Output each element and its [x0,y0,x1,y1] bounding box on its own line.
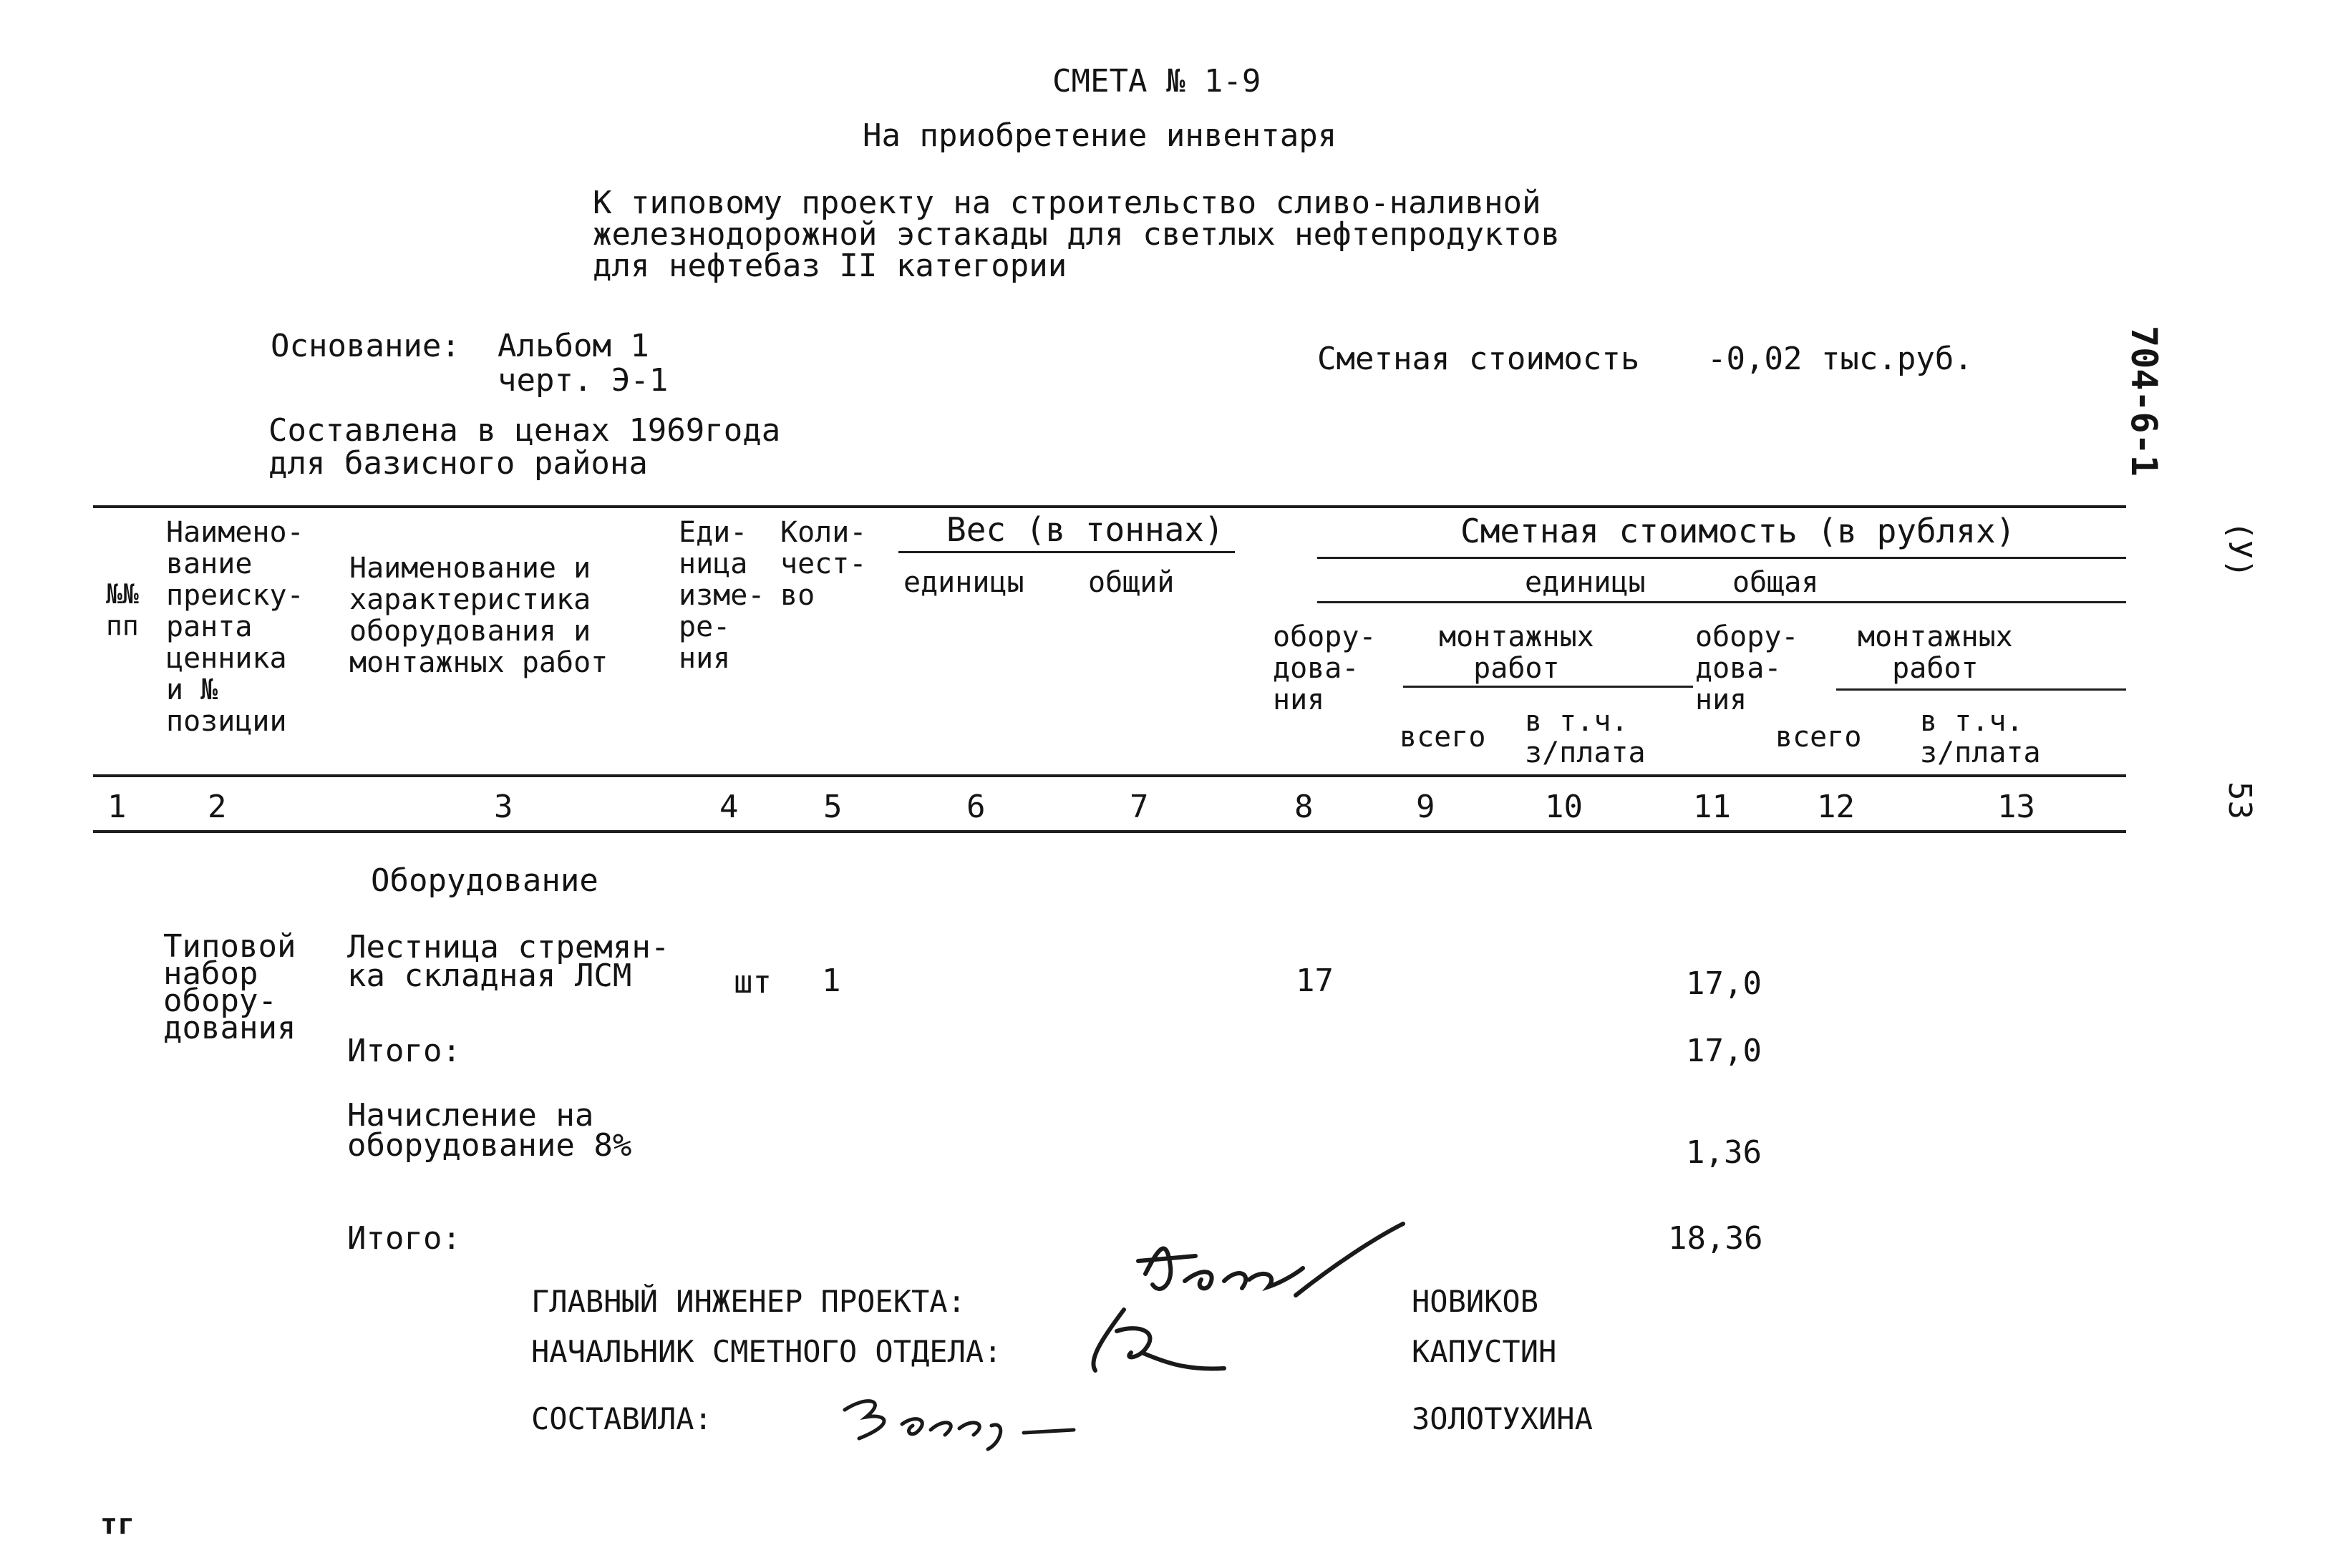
column-number: 10 [1545,789,1583,825]
signature-role: НАЧАЛЬНИК СМЕТНОГО ОТДЕЛА: [531,1334,1002,1369]
margin-code: 704-6-1 [2123,326,2165,477]
col-header-quantity: Коли- чест- во [780,516,867,612]
project-line: К типовому проекту на строительство сливо-наливной [593,185,1541,221]
signature-role: ГЛАВНЫЙ ИНЖЕНЕР ПРОЕКТА: [531,1284,966,1319]
cost-subheader-rule [1317,601,2126,603]
signature-role: СОСТАВИЛА: [531,1401,712,1436]
cost-unit-header: единицы [1525,566,1646,599]
column-number: 7 [1130,789,1149,825]
row-total-equipment: 17,0 [1686,965,1762,1002]
row-name: Лестница стремян- ка складная ЛСМ [347,929,670,994]
basis-label: Основание: [271,328,460,364]
estimate-head-signature [1074,1302,1260,1381]
table-top-rule [93,505,2126,508]
column-number: 5 [823,789,843,825]
basis-album: Альбом 1 [498,328,649,364]
subtotal-value: 17,0 [1686,1033,1762,1069]
surcharge-label: Начисление на оборудование 8% [347,1097,632,1164]
signature-name: КАПУСТИН [1412,1334,1557,1369]
margin-page: 53 [2221,781,2258,819]
column-number: 9 [1416,789,1435,825]
col-header-total-install-total: всего [1775,721,1862,754]
cost-group-header: Сметная стоимость (в рублях) [1460,512,2016,550]
col-header-description: Наименование и характеристика оборудования и монтажных работ [349,552,608,679]
col-header-unit: Еди- ница изме- ре- ния [679,516,765,675]
row-unit-equipment-price: 17 [1296,963,1334,999]
surcharge-value: 1,36 [1686,1134,1762,1171]
install-rule-1 [1403,686,1693,688]
document-title: СМЕТА № 1-9 [1052,63,1261,99]
weight-total-header: общий [1088,566,1175,599]
signature-name: НОВИКОВ [1412,1284,1539,1319]
column-number: 6 [966,789,986,825]
footer-mark: тг [100,1508,135,1541]
col-header-unit-install-wages: в т.ч. з/плата [1525,705,1646,769]
subtotal-label: Итого: [347,1033,461,1069]
compiler-signature [838,1381,1095,1460]
row-quantity: 1 [822,963,841,999]
total-label: Итого: [347,1220,461,1257]
col-header-number: №№ пп [106,578,139,641]
col-header-total-equipment: обору- дова- ния [1695,620,1799,716]
estimated-cost-value: -0,02 тыс.руб. [1707,341,1973,377]
column-number: 8 [1294,789,1314,825]
col-header-price-list: Наимено- вание преиску- ранта ценника и № позиции [166,516,304,738]
install-works-header: монтажных работ [1439,620,1594,685]
column-number: 13 [1997,789,2035,825]
column-number: 1 [107,789,127,825]
project-line: для нефтебаз II категории [593,248,1067,284]
column-number-rule [93,830,2126,833]
col-header-unit-equipment: обору- дова- ния [1273,620,1377,716]
column-number: 3 [494,789,513,825]
cost-total-header: общая [1732,566,1819,599]
column-number: 12 [1817,789,1855,825]
project-line: железнодорожной эстакады для светлых нефтепродуктов [593,216,1561,253]
estimated-cost-label: Сметная стоимость [1317,341,1640,377]
project-description [593,185,1561,284]
column-number: 11 [1693,789,1731,825]
prices-region: для базисного района [268,445,648,482]
total-value: 18,36 [1668,1220,1763,1257]
column-number: 4 [719,789,739,825]
signature-name: ЗОЛОТУХИНА [1412,1401,1593,1436]
section-title: Оборудование [371,862,598,899]
col-header-total-install-wages: в т.ч. з/плата [1920,705,2041,769]
basis-drawing: черт. Э-1 [498,362,669,399]
install-rule-2 [1836,688,2126,691]
header-bottom-rule [93,774,2126,777]
prices-note: Составлена в ценах 1969года [268,412,781,449]
row-source: Типовой набор обору- дования [163,928,296,1046]
col-header-unit-install-total: всего [1400,721,1486,754]
column-number: 2 [208,789,227,825]
install-works-header: монтажных работ [1858,620,2013,685]
cost-header-rule [1317,557,2126,559]
weight-unit-header: единицы [903,566,1024,599]
document-subtitle: На приобретение инвентаря [863,117,1337,154]
margin-volume: (У) [2221,521,2258,578]
weight-group-header: Вес (в тоннах) [946,510,1224,549]
chief-engineer-signature [1117,1217,1417,1317]
row-unit: шт [734,964,772,1000]
weight-header-rule [898,551,1235,553]
